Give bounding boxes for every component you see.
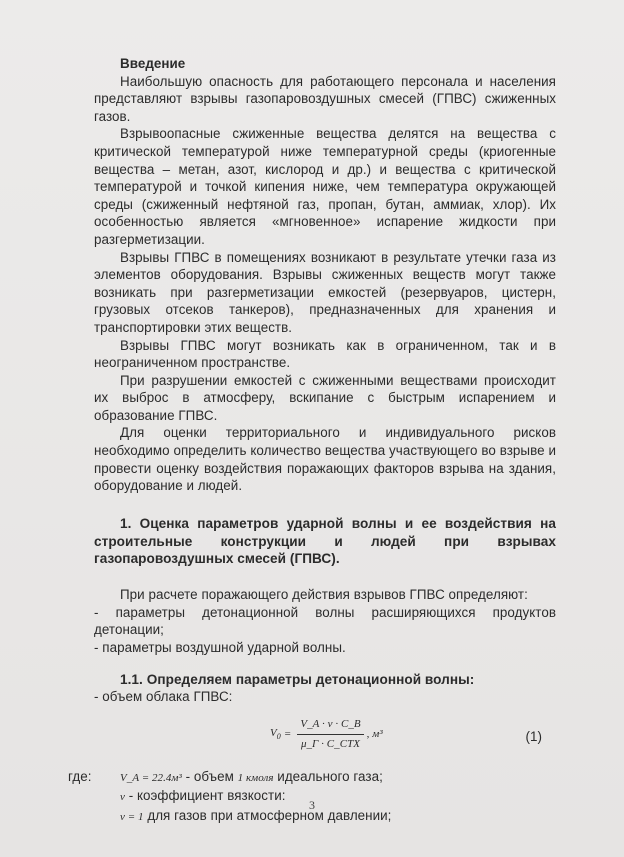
- where-line-3-math: ν = 1: [120, 810, 144, 823]
- section-1-1-heading: 1.1. Определяем параметры детонационной волны:: [120, 671, 475, 687]
- formula-unit: , м³: [366, 728, 383, 741]
- intro-paragraph-2: Взрывоопасные сжиженные вещества делятся на вещества с критической температурой ниже температурной среды (криогенные вещества – метан, азот, кислород и др.) и вещества с критической температурой и точкой кипения ниже, чем температура окружающей среды (сжиженный нефтяной газ, пропан, бутан, аммиак, хлор). Их особенностью является «мгновенное» испарение жидкости при разгерметизации.: [94, 126, 556, 247]
- where-line-1-math: V_A = 22.4м³: [120, 771, 182, 784]
- formula-expression: $V_0$ = $\frac{V\_A \cdot \nu \cdot C\_B}{\text{μ\_Г · C\_СТХ}}$ , м³: [270, 716, 383, 754]
- formula-1: [94, 714, 556, 758]
- intro-paragraph-3: Взрывы ГПВС в помещениях возникают в результате утечки газа из элементов оборудования. Взрывы сжиженных веществ могут также возникать при разгерметизации емкостей (резервуаров, цистерн, грузовых отсеков танкеров), предназначенных для хранения и транспортировки этих веществ.: [94, 249, 556, 335]
- intro-paragraph-5: При разрушении емкостей с сжиженными веществами происходит их выброс в атмосферу, вскипание с быстрым испарением и образование ГПВС.: [94, 372, 556, 423]
- section-1-item-2: - параметры воздушной ударной волны.: [94, 640, 346, 656]
- section-1-intro: При расчете поражающего действия взрывов ГПВС определяют:: [120, 587, 528, 603]
- where-line-2-math: ν: [120, 791, 125, 804]
- where-line-3: ν = 1 для газов при атмосферном давлении;: [120, 807, 392, 823]
- formula-denominator: μ_Г · C_СТХ: [300, 738, 361, 751]
- formula-lhs: $V_0$: [270, 726, 281, 741]
- section-1-item-1: - параметры детонационной волны расширяющихся продуктов детонации;: [94, 604, 556, 638]
- where-line-1: V_A = 22.4м³ - объем 1 кмоля идеального газа;: [120, 768, 383, 784]
- intro-heading: Введение: [120, 56, 186, 71]
- intro-paragraph-6: Для оценки территориального и индивидуального рисков необходимо определить количество вещества участвующего во взрыве и провести оценку воздействия поражающих факторов взрыва на здания, оборудование и людей.: [94, 425, 556, 494]
- formula-fraction: [297, 716, 363, 754]
- cloud-volume-label: - объем облака ГПВС:: [94, 689, 233, 705]
- formula-number: (1): [525, 728, 542, 744]
- page-content: [68, 55, 556, 827]
- intro-paragraph-4: Взрывы ГПВС могут возникать как в ограниченном, так и в неограниченном пространстве.: [94, 337, 556, 371]
- where-label: где:: [68, 768, 92, 784]
- page-number: 3: [309, 798, 315, 812]
- intro-paragraph-1: Наибольшую опасность для работающего персонала и населения представляют взрывы газопаровоздушных смесей (ГПВС) сжиженных газов.: [94, 73, 556, 124]
- formula-numerator: V_A · ν · C_B: [297, 716, 363, 736]
- where-line-2: ν - коэффициент вязкости:: [120, 788, 286, 804]
- section-1-heading: 1. Оценка параметров ударной волны и ее воздействия на строительные конструкции и людей при взрывах газопаровоздушных смесей (ГПВС).: [94, 515, 556, 567]
- spacer: [94, 568, 556, 586]
